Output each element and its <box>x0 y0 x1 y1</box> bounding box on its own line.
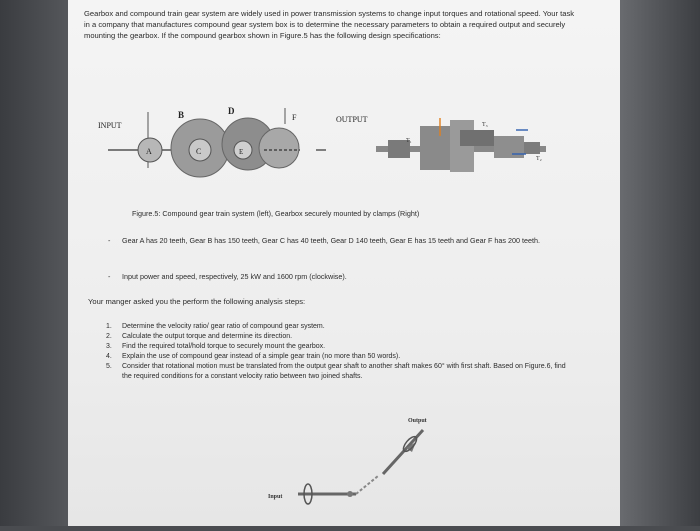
step-number: 1. <box>106 323 112 330</box>
step-text: Explain the use of compound gear instead of a simple gear train (no more than 50 words). <box>122 353 401 360</box>
figure-5-drawing <box>88 98 558 188</box>
input-shaft-label: Input <box>268 494 283 500</box>
analysis-steps-list <box>106 322 566 382</box>
torque-t3-label: T₃ <box>482 122 488 128</box>
step-number: 2. <box>106 333 112 340</box>
gear-label-e: E <box>239 148 244 156</box>
analysis-step <box>106 322 566 332</box>
output-label: OUTPUT <box>336 115 368 124</box>
step-number: 3. <box>106 343 112 350</box>
gear-label-c: C <box>196 147 202 156</box>
document-page <box>68 0 620 526</box>
step-number: 5. <box>106 363 112 370</box>
spec-bullet-teeth <box>108 236 562 247</box>
gear-label-f: F <box>292 113 297 122</box>
gearbox-clamp-illustration <box>376 118 546 172</box>
analysis-step <box>106 332 566 342</box>
monitor-bezel-left <box>0 0 68 526</box>
analysis-step <box>106 352 566 362</box>
step-text: Determine the velocity ratio/ gear ratio of compound gear system. <box>122 323 325 330</box>
step-text: Find the required total/hold torque to securely mount the gearbox. <box>122 343 326 350</box>
spec-bullet-power <box>108 272 562 283</box>
step-number: 4. <box>106 353 112 360</box>
figure-6-drawing <box>238 410 438 526</box>
analysis-step <box>106 362 566 382</box>
analysis-step <box>106 342 566 352</box>
gear-label-a: A <box>146 147 152 156</box>
figure-6 <box>238 410 438 526</box>
step-text: Calculate the output torque and determine its direction. <box>122 333 293 340</box>
torque-t1-label: T₁ <box>406 138 412 144</box>
input-label: INPUT <box>98 121 122 130</box>
spec-bullet-text: Input power and speed, respectively, 25 kW and 1600 rpm (clockwise). <box>122 272 347 281</box>
bullet-marker: - <box>108 236 111 245</box>
spec-bullet-text: Gear A has 20 teeth, Gear B has 150 teeth, Gear C has 40 teeth, Gear D 140 teeth, Gear E has 15 teeth and Gear F has 200 teeth. <box>122 236 540 245</box>
universal-joint-illustration <box>298 430 423 504</box>
monitor-bezel-right <box>618 0 700 526</box>
figure-5-caption: Figure.5: Compound gear train system (left), Gearbox securely mounted by clamps (Right) <box>132 209 420 218</box>
bullet-marker: - <box>108 272 111 281</box>
figure-5 <box>88 98 558 188</box>
output-shaft-label: Output <box>408 418 427 424</box>
step-text: Consider that rotational motion must be translated from the output gear shaft to another shaft makes 60° with first shaft. Based on Figure.6, find the required conditions for a constant velocity ratio between two joined shafts. <box>122 363 566 380</box>
gear-label-d: D <box>228 106 235 116</box>
intro-paragraph: Gearbox and compound train gear system are widely used in power transmission systems to change input torques and rotational speed. Your task in a company that manufactures compound gear system box is to determine the necessary parameters to obtain a required output and securely mounting the gearbox. If the compound gearbox shown in Figure.5 has the following design specifications: <box>84 9 575 40</box>
torque-t2-label: T₂ <box>536 156 542 162</box>
manager-instruction: Your manger asked you the perform the following analysis steps: <box>88 297 306 306</box>
gear-label-b: B <box>178 110 185 120</box>
